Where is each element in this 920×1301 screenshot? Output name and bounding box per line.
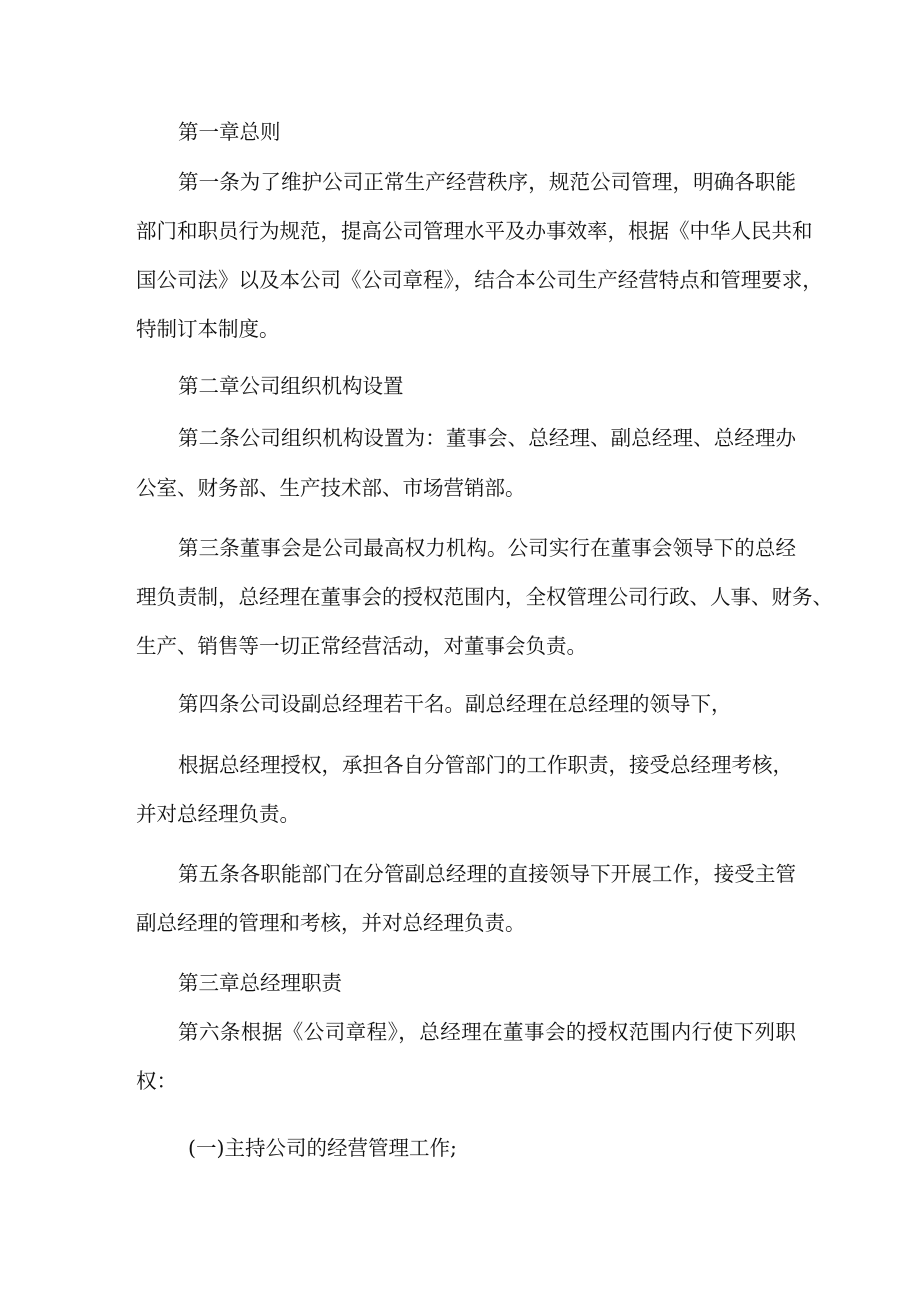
chapter-3-heading: 第三章总经理职责 [178, 971, 342, 995]
chapter-1-heading: 第一章总则 [178, 120, 281, 144]
article-1-line-1: 第一条为了维护公司正常生产经营秩序，规范公司管理，明确各职能 [178, 170, 796, 194]
article-1-line-3: 国公司法》以及本公司《公司章程》，结合本公司生产经营特点和管理要求， [136, 268, 823, 292]
article-3-line-1: 第三条董事会是公司最高权力机构。公司实行在董事会领导下的总经 [178, 536, 796, 560]
article-4-line-2: 根据总经理授权，承担各自分管部门的工作职责，接受总经理考核， [178, 753, 793, 777]
article-6-line-2: 权： [136, 1069, 177, 1093]
article-6-item-1: (一)主持公司的经营管理工作; [188, 1136, 457, 1160]
article-5-line-2: 副总经理的管理和考核，并对总经理负责。 [136, 911, 526, 935]
article-5-line-1: 第五条各职能部门在分管副总经理的直接领导下开展工作，接受主管 [178, 862, 796, 886]
article-3-line-3: 生产、销售等一切正常经营活动，对董事会负责。 [136, 634, 587, 658]
article-4-line-3: 并对总经理负责。 [136, 802, 300, 826]
article-1-line-4: 特制订本制度。 [136, 317, 280, 341]
article-6-line-1: 第六条根据《公司章程》，总经理在董事会的授权范围内行使下列职 [178, 1020, 796, 1044]
article-2-line-2: 公室、财务部、生产技术部、市场营销部。 [136, 476, 526, 500]
article-1-line-2: 部门和职员行为规范，提高公司管理水平及办事效率，根据《中华人民共和 [136, 219, 813, 243]
article-2-line-1: 第二条公司组织机构设置为：董事会、总经理、副总经理、总经理办 [178, 426, 796, 450]
article-4-line-1: 第四条公司设副总经理若干名。副总经理在总经理的领导下， [178, 692, 732, 716]
article-3-line-2: 理负责制，总经理在董事会的授权范围内，全权管理公司行政、人事、财务、 [136, 585, 833, 609]
chapter-2-heading: 第二章公司组织机构设置 [178, 374, 404, 398]
